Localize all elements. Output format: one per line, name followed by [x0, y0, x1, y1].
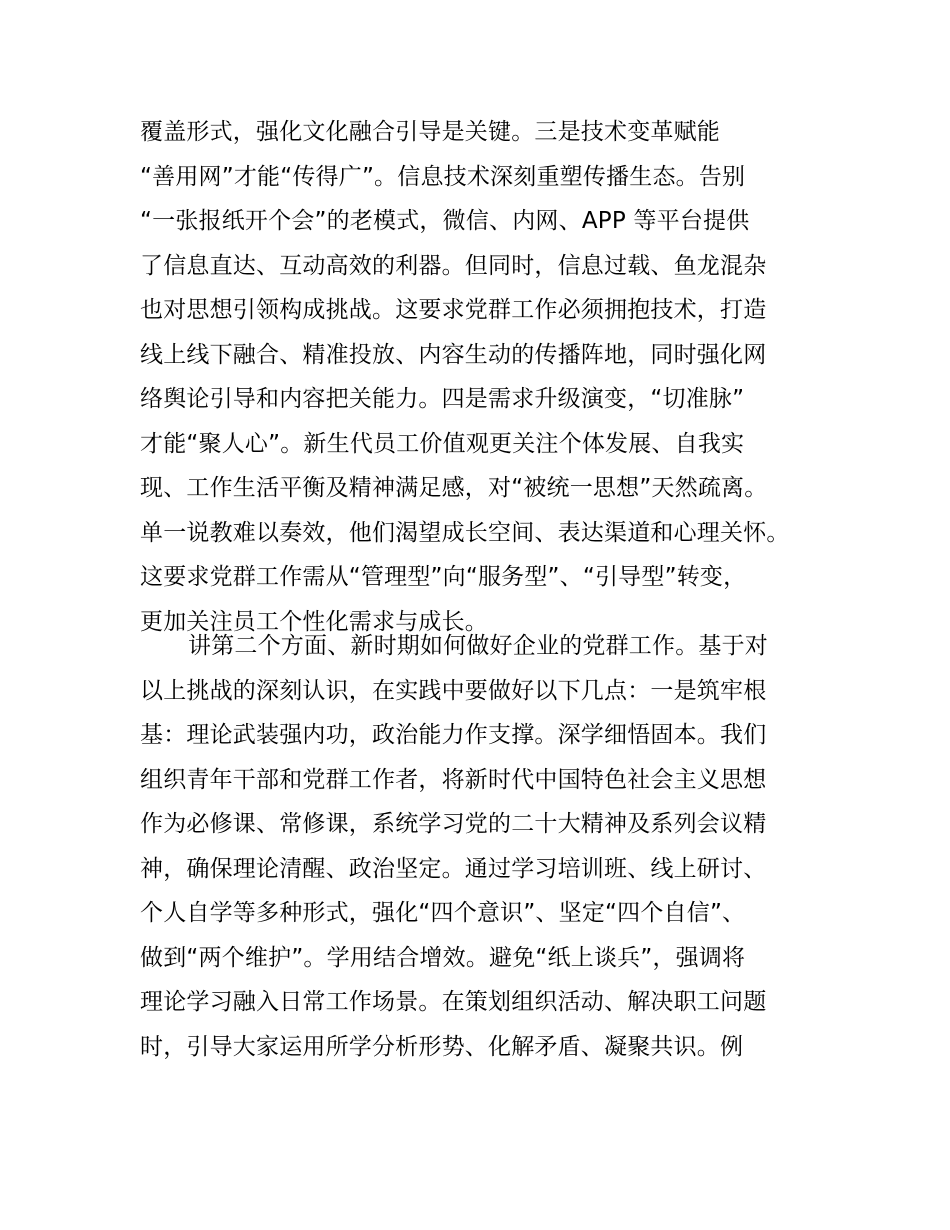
paragraph-line: 个人自学等多种形式，强化“四个意识”、坚定“四个自信”、 — [140, 900, 746, 926]
paragraph-line: 这要求党群工作需从“管理型”向“服务型”、“引导型”转变， — [140, 564, 747, 590]
paragraph-1 — [140, 110, 830, 644]
paragraph-line: 时，引导大家运用所学分析形势、化解矛盾、凝聚共识。例 — [140, 1033, 744, 1060]
paragraph-line: 线上线下融合、精准投放、内容生动的传播阵地，同时强化网 — [140, 341, 767, 368]
paragraph-line: 覆盖形式，强化文化融合引导是关键。三是技术变革赋能 — [140, 119, 720, 145]
paragraph-2 — [140, 624, 830, 1069]
paragraph-line: 讲第二个方面、新时期如何做好企业的党群工作。基于对 — [188, 633, 768, 659]
paragraph-line: 了信息直达、互动高效的利器。但同时，信息过载、鱼龙混杂 — [140, 252, 767, 279]
paragraph-line: 作为必修课、常修课，系统学习党的二十大精神及系列会议精 — [140, 811, 767, 837]
paragraph-line: 单一说教难以奏效，他们渴望成长空间、表达渠道和心理关怀。 — [140, 519, 790, 546]
paragraph-line: “一张报纸开个会”的老模式，微信、内网、APP 等平台提供 — [140, 208, 750, 234]
paragraph-line: 做到“两个维护”。学用结合增效。避免“纸上谈兵”，强调将 — [140, 944, 746, 971]
paragraph-line: “善用网”才能“传得广”。信息技术深刻重塑传播生态。告别 — [140, 163, 746, 190]
paragraph-line: 才能“聚人心”。新生代员工价值观更关注个体发展、自我实 — [140, 430, 745, 457]
paragraph-line: 络舆论引导和内容把关能力。四是需求升级演变，“切准脉” — [140, 386, 745, 412]
paragraph-line: 理论学习融入日常工作场景。在策划组织活动、解决职工问题 — [140, 989, 767, 1015]
paragraph-line: 基：理论武装强内功，政治能力作支撑。深学细悟固本。我们 — [140, 722, 767, 748]
paragraph-line: 更加关注员工个性化需求与成长。 — [140, 608, 488, 635]
paragraph-line: 神，确保理论清醒、政治坚定。通过学习培训班、线上研讨、 — [140, 855, 767, 882]
paragraph-line: 现、工作生活平衡及精神满足感，对“被统一思想”天然疏离。 — [140, 475, 768, 501]
paragraph-line: 以上挑战的深刻认识，在实践中要做好以下几点：一是筑牢根 — [140, 677, 767, 704]
paragraph-line: 也对思想引领构成挑战。这要求党群工作必须拥抱技术，打造 — [140, 297, 767, 323]
paragraph-line: 组织青年干部和党群工作者，将新时代中国特色社会主义思想 — [140, 766, 767, 793]
